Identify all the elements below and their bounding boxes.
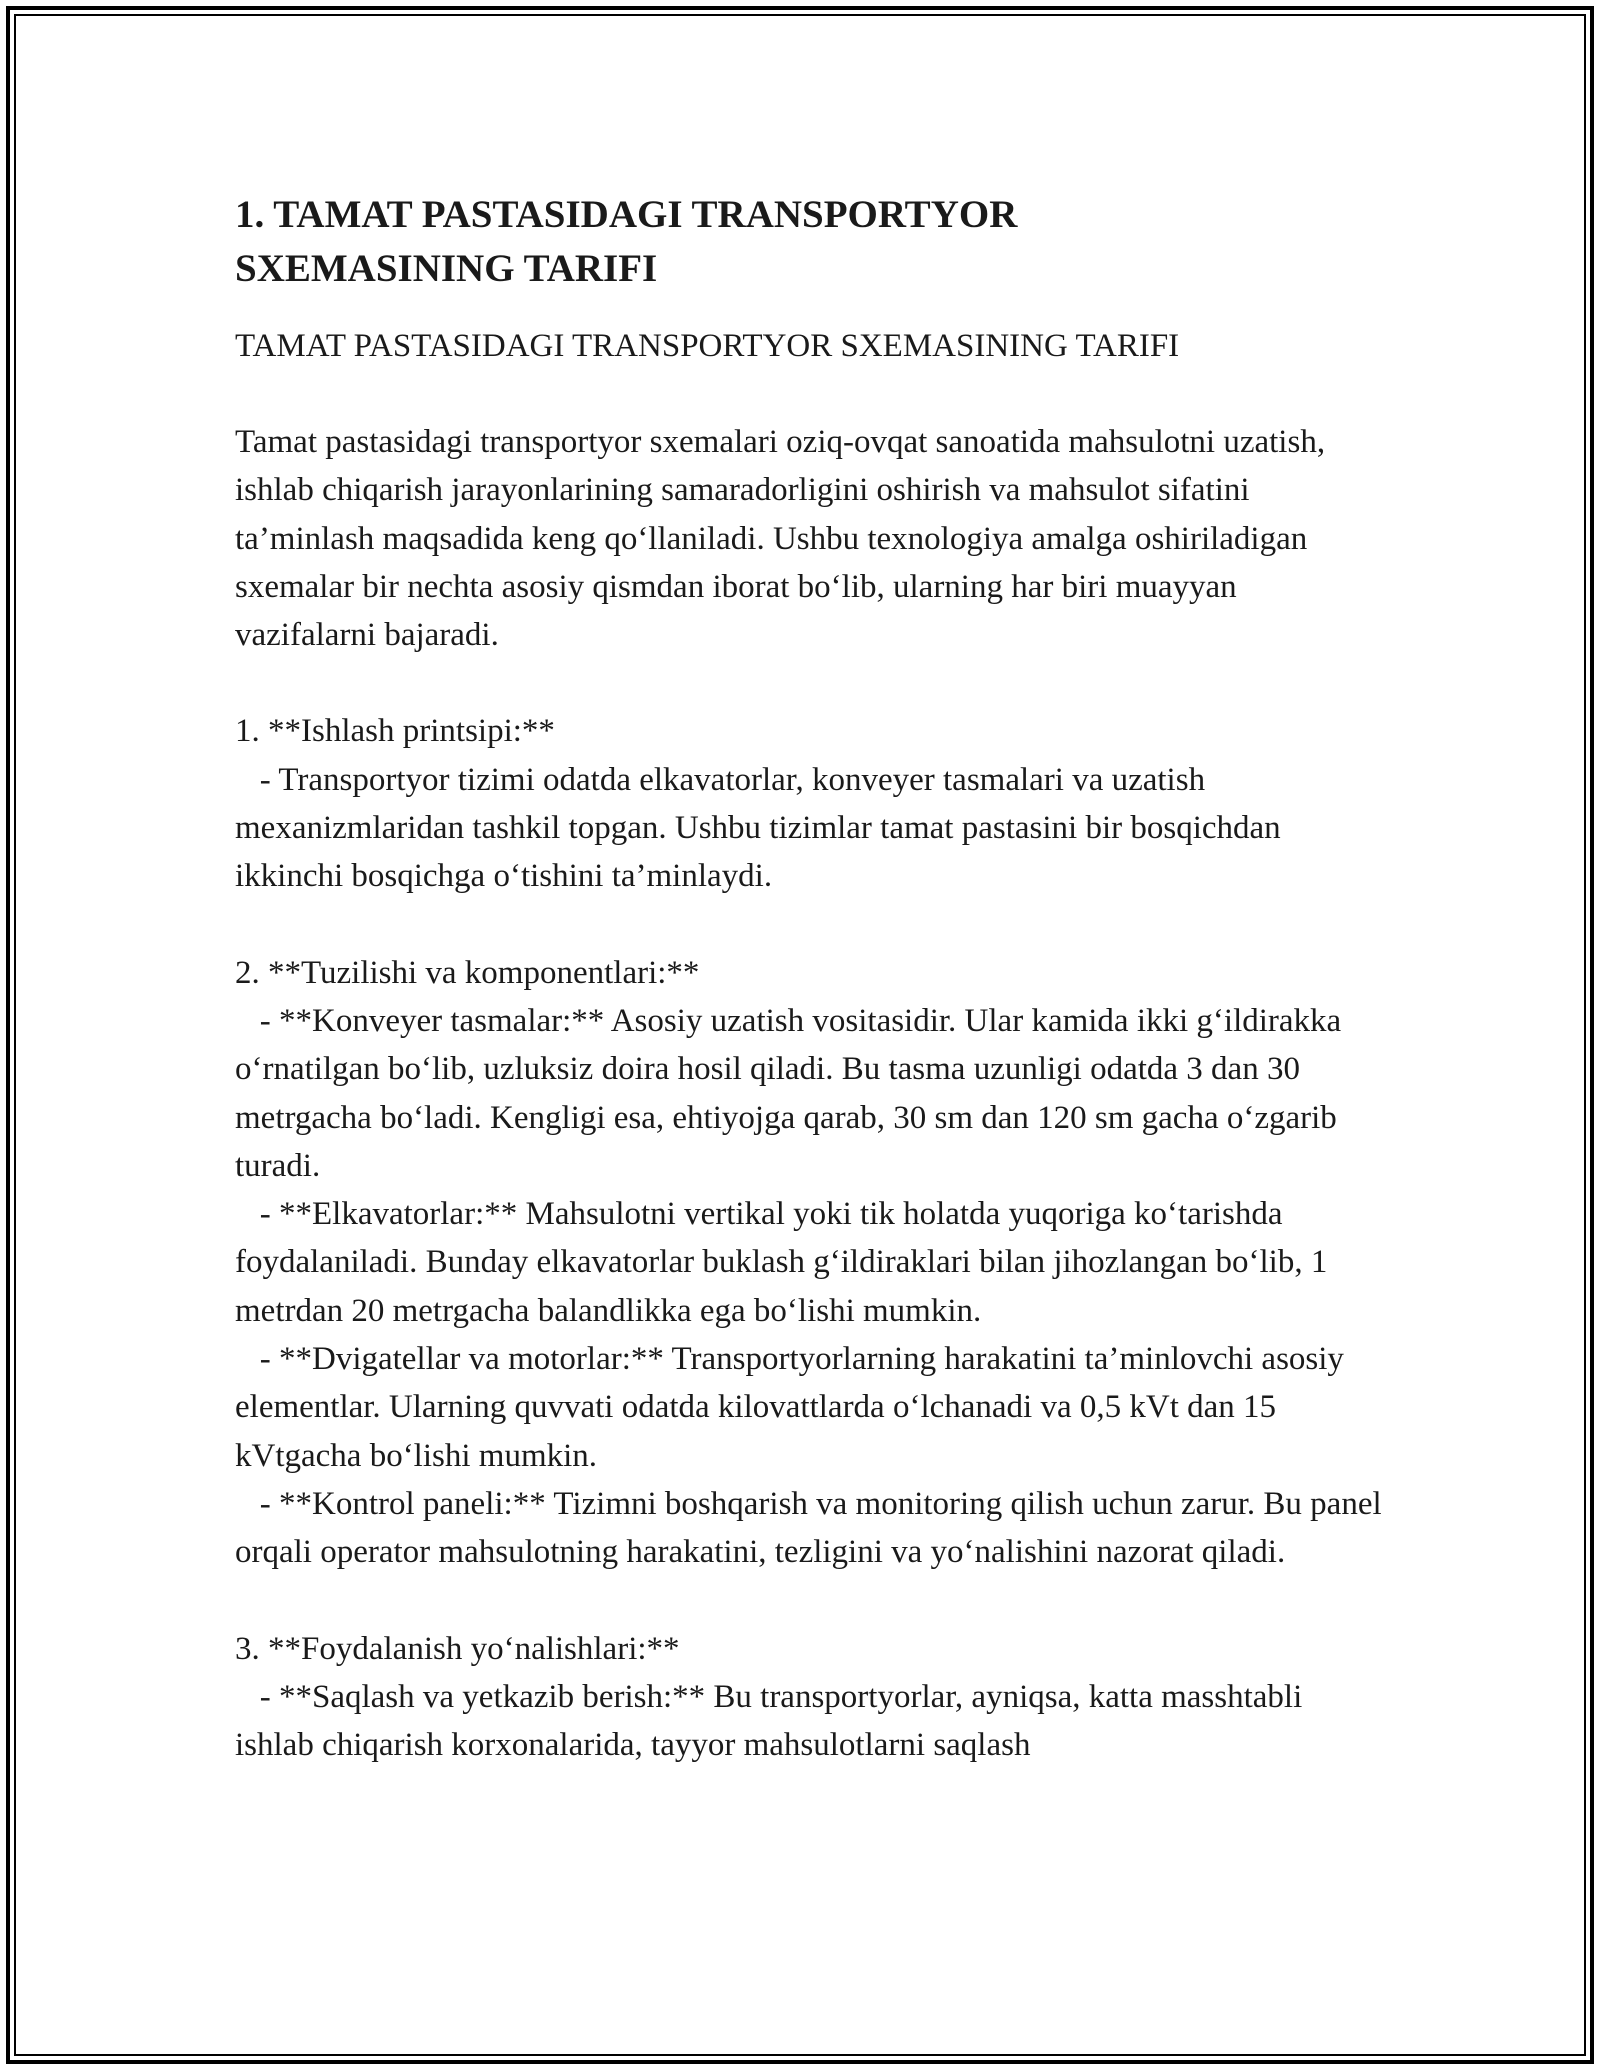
section-item: - **Saqlash va yetkazib berish:** Bu transportyorlar, ayniqsa, katta masshtabli ishlab chiqarish korxonalarida, tayyor mahsulotlarni saqlash: [235, 1678, 1303, 1764]
section-working-principle: [235, 707, 1385, 900]
document-body: [235, 188, 1385, 1769]
intro-paragraph: Tamat pastasidagi transportyor sxemalari oziq-ovqat sanoatida mahsulotni uzatish, ishlab chiqarish jarayonlarining samaradorligini oshirish va mahsulot sifatini ta’minlash maqsadida keng qo‘llaniladi. Ushbu texnologiya amalga oshiriladigan sxemalar bir nechta asosiy qismdan iborat bo‘lib, ularning har biri muayyan vazifalarni bajaradi.: [235, 424, 1326, 654]
document-title: [235, 188, 1385, 296]
document-subtitle: TAMAT PASTASIDAGI TRANSPORTYOR SXEMASINING TARIFI: [235, 328, 1180, 364]
section-item: - **Dvigatellar va motorlar:** Transportyorlarning harakatini ta’minlovchi asosiy elementlar. Ularning quvvati odatda kilovattlarda o‘lchanadi va 0,5 kVt dan 15 kVtgacha bo‘lishi mumkin.: [235, 1341, 1344, 1474]
section-heading: 2. **Tuzilishi va komponentlari:**: [235, 954, 700, 991]
section-item: - **Kontrol paneli:** Tizimni boshqarish va monitoring qilish uchun zarur. Bu panel orqali operator mahsulotning harakatini, tezligini va yo‘nalishini nazorat qiladi.: [235, 1485, 1382, 1571]
section-heading: 1. **Ishlash printsipi:**: [235, 713, 555, 750]
section-heading: 3. **Foydalanish yo‘nalishlari:**: [235, 1630, 680, 1667]
document-title-line-2: SXEMASINING TARIFI: [235, 247, 658, 290]
section-structure-components: [235, 949, 1385, 1577]
section-usage-directions: [235, 1625, 1385, 1770]
section-item: - **Konveyer tasmalar:** Asosiy uzatish vositasidir. Ular kamida ikki g‘ildirakka o‘rnatilgan bo‘lib, uzluksiz doira hosil qiladi. Bu tasma uzunligi odatda 3 dan 30 metrgacha bo‘ladi. Kengligi esa, ehtiyojga qarab, 30 sm dan 120 sm gacha o‘zgarib turadi.: [235, 1002, 1342, 1184]
document-title-line-1: 1. TAMAT PASTASIDAGI TRANSPORTYOR: [235, 193, 1018, 236]
section-item: - **Elkavatorlar:** Mahsulotni vertikal yoki tik holatda yuqoriga ko‘tarishda foydalaniladi. Bunday elkavatorlar buklash g‘ildiraklari bilan jihozlangan bo‘lib, 1 metrdan 20 metrgacha balandlikka ega bo‘lishi mumkin.: [235, 1196, 1328, 1329]
section-item: - Transportyor tizimi odatda elkavatorlar, konveyer tasmalari va uzatish mexanizmlaridan tashkil topgan. Ushbu tizimlar tamat pastasini bir bosqichdan ikkinchi bosqichga o‘tishini ta’minlaydi.: [235, 761, 1281, 895]
